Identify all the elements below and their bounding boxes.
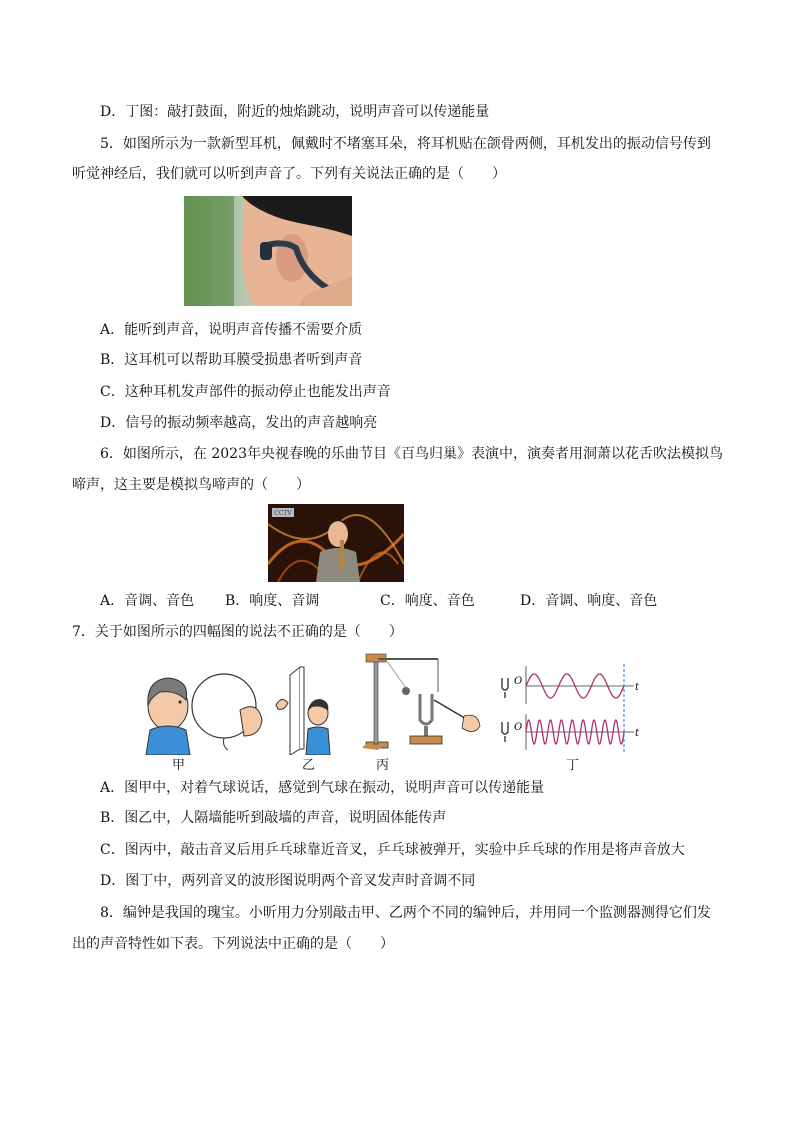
origin-label-top: O [514,676,523,687]
figure-yi [272,665,336,755]
tuning-fork-icon-top [502,678,508,698]
q7-option-d: D．图丁中，两列音叉的波形图说明两个音叉发声时音调不同 [100,873,476,889]
tv-logo: CCTV [274,510,292,517]
figure-ding [496,660,644,754]
question-8-line-2: 出的声音特性如下表。下列说法中正确的是（ ） [72,936,394,952]
question-6-line-1: 6．如图所示，在 2023年央视春晚的乐曲节目《百鸟归巢》表演中，演奏者用洞萧以花舌吹法模拟鸟 [100,446,723,462]
caption-jia: 甲 [172,758,186,773]
origin-label-bottom: O [514,722,523,733]
q7-option-c: C．图丙中，敲击音叉后用乒乓球靠近音叉，乒乓球被弹开，实验中乒乓球的作用是将声音放大 [100,842,685,858]
figure-jia [140,670,268,755]
q6-option-a: A．音调、音色 [100,593,195,609]
q5-option-d: D．信号的振动频率越高，发出的声音越响亮 [100,415,378,431]
question-7: 7．关于如图所示的四幅图的说法不正确的是（ ） [72,624,403,640]
axis-label-top: t [635,682,640,693]
figure-bing [352,650,482,752]
q5-option-a: A．能听到声音，说明声音传播不需要介质 [100,322,363,338]
question-6-line-2: 啼声，这主要是模拟鸟啼声的（ ） [72,477,310,493]
question-5-line-2: 听觉神经后，我们就可以听到声音了。下列有关说法正确的是（ ） [72,166,506,182]
q5-option-c: C．这种耳机发声部件的振动停止也能发出声音 [100,384,391,400]
caption-yi: 乙 [302,758,316,773]
question-8-line-1: 8．编钟是我国的瑰宝。小昕用力分别敲击甲、乙两个不同的编钟后，并用同一个监测器测得它们发 [100,905,711,921]
q6-option-d: D．音调、响度、音色 [520,593,658,609]
q7-option-a: A．图甲中，对着气球说话，感觉到气球在振动，说明声音可以传递能量 [100,780,545,796]
axis-label-bottom: t [635,728,640,739]
q6-option-b: B．响度、音调 [225,593,320,609]
q6-option-c: C．响度、音色 [380,593,475,609]
question-5-line-1: 5．如图所示为一款新型耳机，佩戴时不堵塞耳朵，将耳机贴在颌骨两侧，耳机发出的振动信号传到 [100,136,711,152]
earphone-photo [184,196,352,306]
q5-option-b: B．这耳机可以帮助耳膜受损患者听到声音 [100,352,363,368]
option-d-previous: D．丁图：敲打鼓面，附近的烛焰跳动，说明声音可以传递能量 [100,104,490,120]
caption-ding: 丁 [566,758,580,773]
performer-photo [268,504,404,582]
tuning-fork-icon-bottom [502,722,508,742]
q7-option-b: B．图乙中，人隔墙能听到敲墙的声音，说明固体能传声 [100,810,447,826]
caption-bing: 丙 [376,758,390,773]
